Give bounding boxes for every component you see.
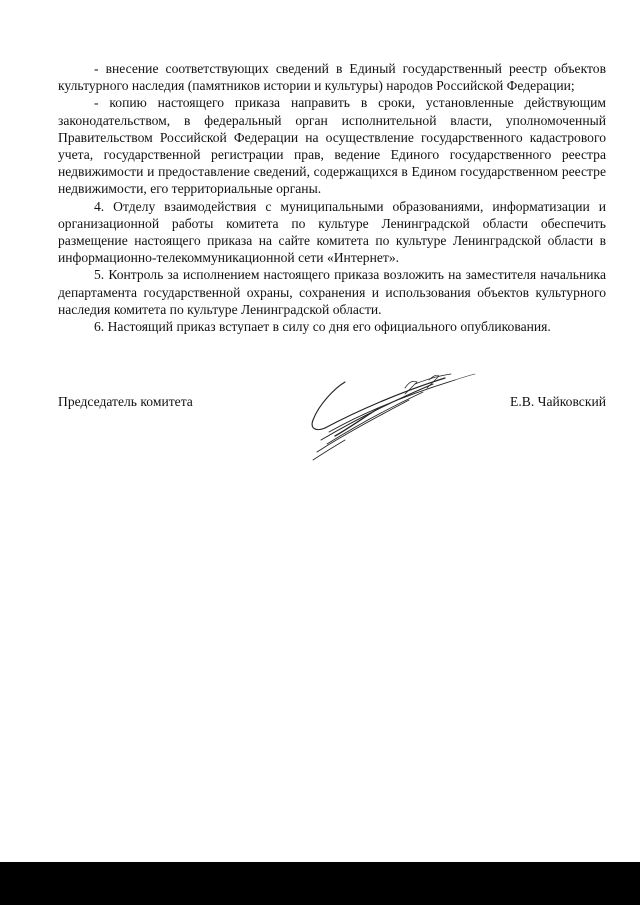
paragraph-item-6: 6. Настоящий приказ вступает в силу со дня его официального опубликования. bbox=[94, 319, 551, 335]
paragraph-item-4: 4. Отделу взаимодействия с муниципальными образованиями, информатизации и организационной работы комитета по культуре Ленинградской области обеспечить размещение настоящего приказа на сайте комитета по культуре Ленинградской области в информационно-телекоммуникационной сети «Интернет». bbox=[58, 198, 606, 266]
paragraph-send-copy: - копию настоящего приказа направить в сроки, установленные действующим законодательством, в федеральный орган исполнительной власти, уполномоченный Правительством Российской Федерации на осуществление государственного кадастрового учета, государственной регистрации прав, ведение Единого государственного реестра недвижимости и предоставление сведений, содержащихся в Едином государственном реестре недвижимости, его территориальные органы. bbox=[58, 95, 606, 197]
signatory-title: Председатель комитета bbox=[58, 394, 193, 409]
paragraph-registry-entry: - внесение соответствующих сведений в Единый государственный реестр объектов культурного наследия (памятников истории и культуры) народов Российской Федерации; bbox=[58, 61, 606, 94]
paragraph-item-5: 5. Контроль за исполнением настоящего приказа возложить на заместителя начальника департамента государственной охраны, сохранения и использования объектов культурного наследия комитета по культуре Ленинградской области. bbox=[58, 267, 606, 317]
document-body bbox=[58, 60, 606, 335]
handwritten-signature bbox=[305, 370, 480, 465]
signatory-name: Е.В. Чайковский bbox=[510, 394, 606, 409]
scan-edge-bar bbox=[0, 862, 640, 905]
